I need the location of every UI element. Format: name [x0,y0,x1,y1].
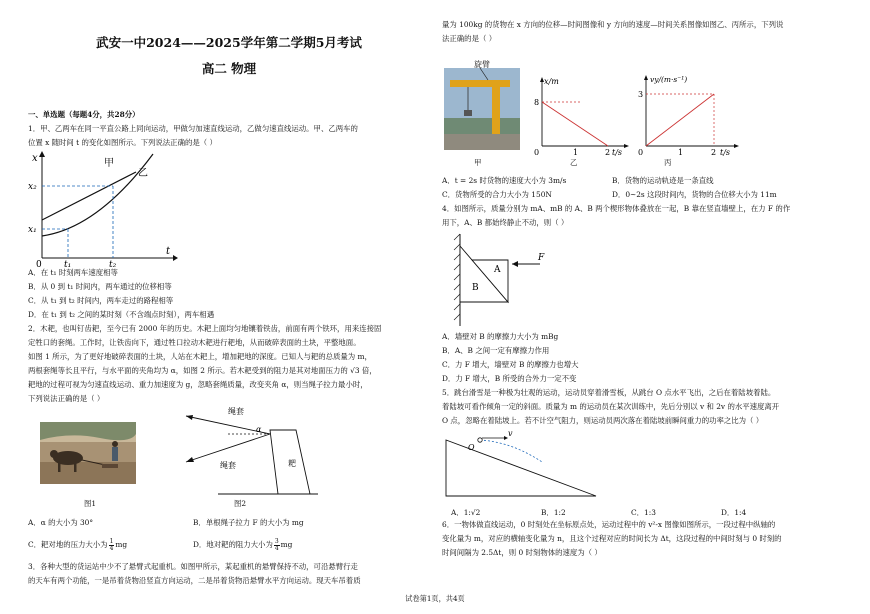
q1-option-d: D．在 t₁ 到 t₂ 之间的某时刻（不含端点时刻），两车相遇 [28,310,215,319]
q2-line-6: 下列说法正确的是（ ） [28,394,105,403]
q2-line-2: 定牲口的套绳。工作时，让铁齿向下，通过牲口拉动木耙进行耙地，从而破碎表面的土块，平整地面。 [28,338,361,347]
q1-t1: t₁ [64,260,72,268]
q2-option-b: B．单根绳子拉力 F 的大小为 mg [193,518,304,527]
q3-caption-yi: 乙 [570,158,578,167]
q6-line-2: 变化量为 m，对应的横轴变化量为 n，且这个过程对应的时间长为 Δt，这段过程的中间时刻与 0 时刻的 [442,534,782,543]
q6-line-1: 6．一物体做直线运动，0 时刻处在坐标原点处，运动过程中的 v²-x 图像如图所示，一段过程中纵轴的 [442,520,776,529]
q3-bing-tick-2: 2 [711,148,717,157]
q1-x2: x₂ [28,182,37,192]
q5-line-3: O 点，忽略在着陆坡上。若不计空气阻力，则运动员两次落在着陆坡前瞬间重力的功率之比为（ ） [442,416,764,425]
q4-line-1: 4．如图所示，质量分别为 mA、mB 的 A、B 两个楔形物体叠放在一起，B 靠在竖直墙壁上，在力 F 的作 [442,204,791,213]
q3-yi-tick-8: 8 [534,98,540,107]
q4-label-b: B [472,283,479,293]
q3-line-1: 3．各种大型的货运站中少不了悬臂式起重机。如图甲所示，某起重机的悬臂保持不动，可沿悬臂行走 [28,562,358,571]
q3-yi-ylabel: x/m [544,77,559,86]
q5-ski-slope-diagram [442,428,602,500]
q2-photo-farming [40,422,136,484]
q2-line-4: 两根套绳等长且平行，与水平面的夹角均为 α，如图 2 所示。若木耙受到的阻力是其对地面压力的 √3 倍， [28,366,377,375]
q5-label-v: v [508,429,513,438]
q1-stem-2: 位置 x 随时间 t 的变化如图所示。下列说法正确的是（ ） [28,138,217,147]
q4-option-c: C．力 F 增大，墙壁对 B 的摩擦力也增大 [442,360,579,369]
page-title: 武安一中2024——2025学年第二学期5月考试 [96,35,362,50]
q3-bing-tick-1: 1 [678,148,684,157]
q3-yi-tick-1: 1 [573,148,579,157]
q2-fig2-alpha: α [256,425,262,434]
q2-line-5: 耙地的过程可视为匀速直线运动、重力加速度为 g，忽略套绳质量，改变夹角 α，则当绳子拉力最小时， [28,380,368,389]
q1-x1: x₁ [28,225,37,235]
q3-yi-tlabel: t/s [612,148,623,157]
q3-option-d: D．0~2s 这段时间内，货物的合位移大小为 11m [612,190,777,199]
q1-axis-x: x [32,153,38,164]
q4-label-a: A [494,265,501,275]
q3-option-a: A．t = 2s 时货物的速度大小为 3m/s [442,176,567,185]
q1-line-yi: 乙 [138,168,148,179]
q4-option-d: D．力 F 增大，B 所受的合外力一定不变 [442,374,577,383]
q4-wedge-diagram [450,232,560,328]
q5-option-d: D．1:4 [721,508,747,517]
q4-label-f: F [538,253,545,263]
q3-graph-bing [632,70,742,158]
q3-line-4: 法正确的是（ ） [442,34,497,43]
q3-yi-tick-2: 2 [605,148,611,157]
q4-option-b: B．A、B 之间一定有摩擦力作用 [442,346,550,355]
q1-option-b: B．从 0 到 t₁ 时间内，两车通过的位移相等 [28,282,172,291]
q2-fig2-rope1: 绳套 [228,407,244,416]
q2-rake-diagram [178,402,318,498]
q5-label-o: O [468,443,475,452]
q3-graph-yi [530,76,630,158]
q1-curve-jia: 甲 [104,158,114,169]
q1-axis-t: t [166,246,171,257]
q2-option-c: C．耙对地的压力大小为 $\frac{1}{4}$ mg [28,537,128,552]
q3-crane-photo [444,58,520,150]
q4-line-2: 用下，A、B 都始终静止不动，则（ ） [442,218,569,227]
q1-t2: t₂ [109,260,117,268]
q3-line-3: 量为 100kg 的货物在 x 方向的位移—时间图像和 y 方向的速度—时间关系图像如图乙、丙所示，下列说 [442,20,784,29]
q3-bing-ylabel: vy/(m·s⁻¹) [650,75,688,84]
q3-yi-origin: 0 [534,148,540,157]
q3-caption-jia: 甲 [474,158,482,167]
q5-option-b: B．1:2 [541,508,566,517]
q5-option-a: A．1:√2 [451,508,481,517]
q2-fig2-rake: 耙 [288,459,296,468]
q1-stem-1: 1．甲、乙两车在同一平直公路上同向运动，甲做匀加速直线运动，乙做匀速直线运动。甲、乙两车的 [28,124,358,133]
q2-fig2-label: 图2 [234,499,247,508]
q6-line-3: 时间间隔为 2.5Δt，则 0 时刻物体的速度为（ ） [442,548,602,557]
q3-crane-label: 旋臂 [474,60,490,69]
q3-option-b: B．货物的运动轨迹是一条直线 [612,176,714,185]
q1-xt-graph [28,150,178,268]
q5-line-1: 5．跳台滑雪是一种极为壮观的运动，运动员穿着滑雪板，从跳台 O 点水平飞出，之后在着陆坡着陆。 [442,388,776,397]
q2-fig2-rope2: 绳套 [220,461,236,470]
q3-bing-origin: 0 [638,148,644,157]
q3-line-2: 的天车有两个功能，一是吊着货物沿竖直方向运动，二是吊着货物沿悬臂水平方向运动。现天车吊着质 [28,576,361,585]
q5-option-c: C．1:3 [631,508,656,517]
q2-fig1-label: 图1 [84,499,97,508]
q2-line-1: 2．木耙，也叫钉齿耙，至今已有 2000 年的历史。木耙上面均匀地镶着铁齿，前面有两个铁环，用来连接固 [28,324,382,333]
q2-line-3: 如图 1 所示，为了更好地破碎表面的土块，人站在木耙上，增加耙地的深度。已知人与耙的总质量为 m， [28,352,372,361]
q1-origin: 0 [36,260,42,268]
q4-option-a: A．墙壁对 B 的摩擦力大小为 mBg [442,332,559,341]
q1-option-c: C．从 t₁ 到 t₂ 时间内，两车走过的路程相等 [28,296,174,305]
q3-bing-tick-3: 3 [638,90,644,99]
section-heading: 一、单选题（每题4分，共28分） [28,110,140,119]
q3-option-c: C．货物所受的合力大小为 150N [442,190,552,199]
page-footer: 试卷第1页，共4页 [405,594,465,603]
q3-caption-bing: 丙 [664,158,672,167]
page-subtitle: 高二 物理 [201,61,257,76]
q3-bing-tlabel: t/s [720,148,731,157]
q2-option-a: A．α 的大小为 30° [28,518,94,527]
q5-line-2: 着陆坡可看作倾角一定的斜面。质量为 m 的运动员在某次训练中，先后分别以 v 和 2v 的水平速度离开 [442,402,780,411]
q1-option-a: A．在 t₁ 时刻两车速度相等 [28,268,118,277]
q2-option-d: D．地对耙的阻力大小为 $\frac{3}{4}$ mg [193,537,293,552]
